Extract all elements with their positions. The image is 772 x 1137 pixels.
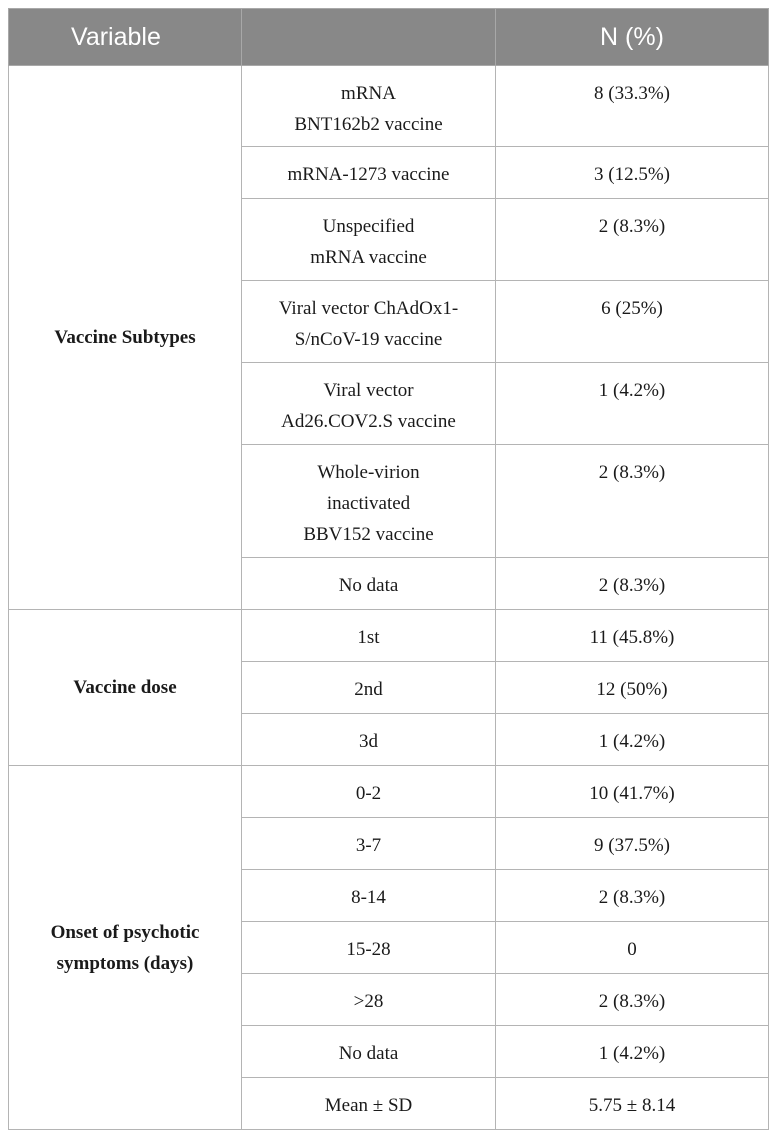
table-row: [9, 66, 769, 147]
onset-value: 0: [496, 922, 769, 974]
onset-label: 15-28: [242, 922, 496, 974]
group-vaccine-subtypes: Vaccine Subtypes: [9, 66, 242, 610]
table-row: [9, 766, 769, 818]
subtype-label: [242, 281, 496, 363]
subtype-label-line: mRNA vaccine: [310, 247, 427, 268]
vaccine-psychosis-table: [8, 8, 769, 1130]
onset-label: No data: [242, 1026, 496, 1078]
subtype-label-line: Ad26.COV2.S vaccine: [281, 411, 456, 432]
subtype-label-line: No data: [338, 575, 399, 596]
subtype-label-line: inactivated: [326, 493, 411, 514]
dose-value: 12 (50%): [496, 662, 769, 714]
subtype-value: 1 (4.2%): [496, 363, 769, 445]
subtype-label: [242, 558, 496, 610]
subtype-label-line: Viral vector: [323, 380, 414, 401]
onset-value: 10 (41.7%): [496, 766, 769, 818]
subtype-label-line: Whole-virion: [317, 462, 420, 483]
subtype-label-line: mRNA-1273 vaccine: [287, 164, 450, 185]
subtype-value: 2 (8.3%): [496, 558, 769, 610]
subtype-label-line: Viral vector ChAdOx1-: [278, 298, 459, 319]
onset-label: Mean ± SD: [242, 1078, 496, 1130]
subtype-value: 2 (8.3%): [496, 199, 769, 281]
table-row: [9, 610, 769, 662]
subtype-value: 2 (8.3%): [496, 445, 769, 558]
subtype-label: [242, 363, 496, 445]
dose-label: 2nd: [242, 662, 496, 714]
dose-label: 3d: [242, 714, 496, 766]
subtype-label: [242, 445, 496, 558]
subtype-label-line: Unspecified: [322, 216, 415, 237]
dose-value: 1 (4.2%): [496, 714, 769, 766]
onset-value: 5.75 ± 8.14: [496, 1078, 769, 1130]
dose-value: 11 (45.8%): [496, 610, 769, 662]
subtype-value: 3 (12.5%): [496, 147, 769, 199]
subtype-value: 6 (25%): [496, 281, 769, 363]
header-row: [9, 9, 769, 66]
subtype-label-line: mRNA: [341, 83, 396, 104]
header-variable: Variable: [9, 9, 242, 66]
header-subcategory: [242, 9, 496, 66]
onset-label: >28: [242, 974, 496, 1026]
onset-label: 0-2: [242, 766, 496, 818]
subtype-label-line: BBV152 vaccine: [303, 524, 434, 545]
onset-label: 8-14: [242, 870, 496, 922]
onset-value: 1 (4.2%): [496, 1026, 769, 1078]
group-onset-line: symptoms (days): [56, 952, 194, 974]
onset-value: 9 (37.5%): [496, 818, 769, 870]
onset-label: 3-7: [242, 818, 496, 870]
subtype-value: 8 (33.3%): [496, 66, 769, 147]
group-onset-line: Onset of psychotic: [50, 921, 200, 943]
subtype-label: [242, 147, 496, 199]
subtype-label: [242, 66, 496, 147]
onset-value: 2 (8.3%): [496, 974, 769, 1026]
group-vaccine-dose: Vaccine dose: [9, 610, 242, 766]
onset-value: 2 (8.3%): [496, 870, 769, 922]
subtype-label: [242, 199, 496, 281]
group-onset: [9, 766, 242, 1130]
dose-label: 1st: [242, 610, 496, 662]
subtype-label-line: S/nCoV-19 vaccine: [294, 329, 443, 350]
header-n-percent: N (%): [496, 9, 769, 66]
subtype-label-line: BNT162b2 vaccine: [294, 114, 443, 135]
